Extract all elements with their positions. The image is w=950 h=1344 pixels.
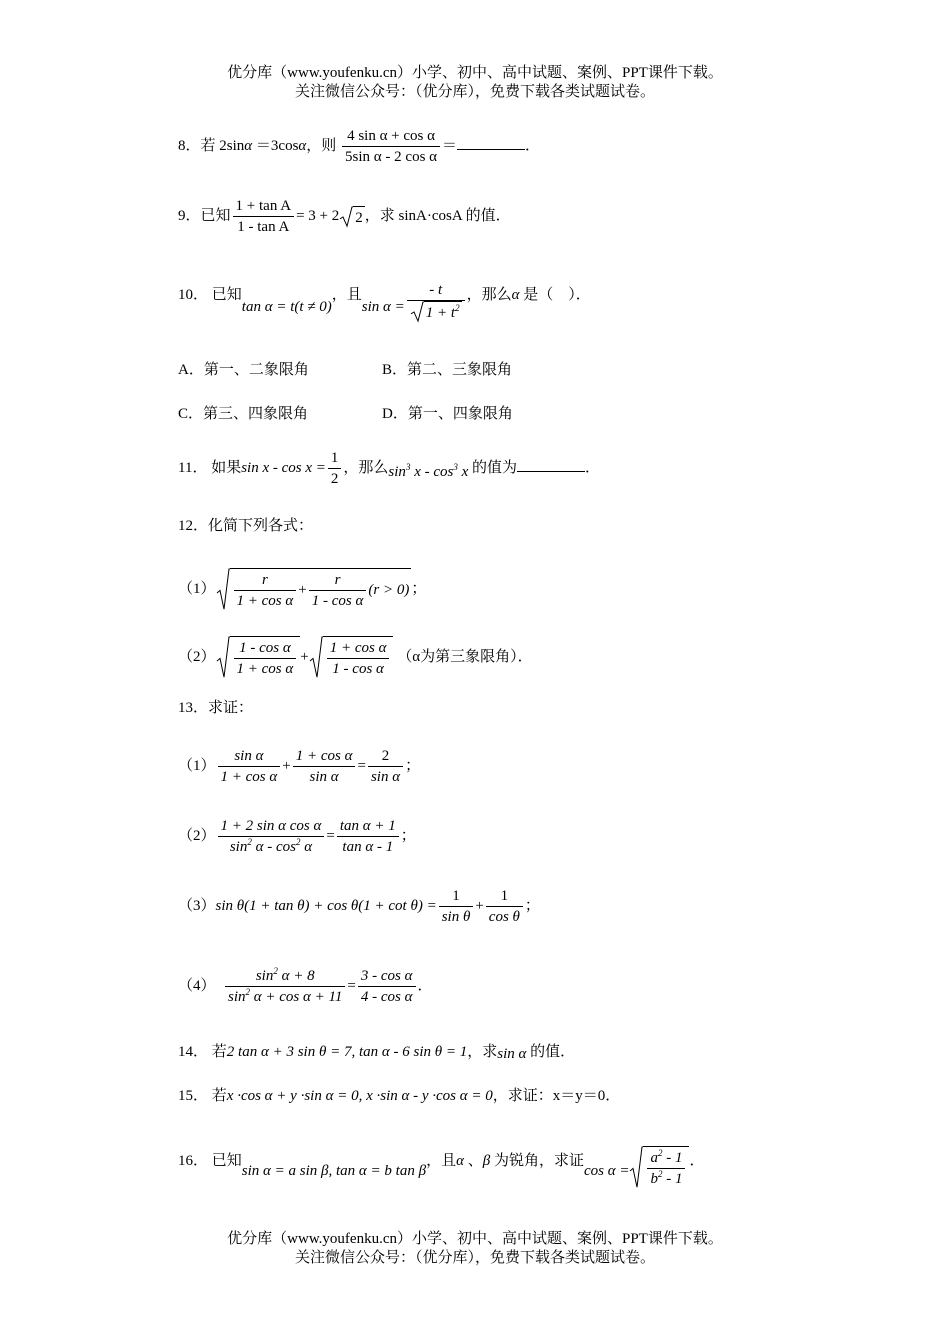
q12-p2-den1: 1 + cos α bbox=[236, 661, 294, 677]
q11-numerator: 1 bbox=[328, 448, 342, 469]
q10-alpha: α bbox=[511, 286, 520, 303]
q13-part-3: （3）sin θ(1 + tan θ) + cos θ(1 + cot θ) = $\frac{1}{\text{sin θ}}$ + $\frac{1}{\text{cos θ}}$ ； bbox=[178, 888, 540, 925]
q10-option-b[interactable]: B．第二、三象限角 bbox=[382, 362, 513, 378]
q11-number: 11． bbox=[178, 459, 208, 476]
q11-fraction bbox=[328, 448, 342, 489]
q13-p3-label: （3） bbox=[178, 897, 216, 914]
q9-sqrt bbox=[339, 206, 365, 228]
q12-part-2: （2） $\frac{\text{1 - cos α}}{\text{1 + cos α}}$ + $\frac{\text{1 + cos α}}{\text{1 - cos α}}$ （α为第三象限角）． bbox=[178, 636, 533, 679]
q11-denominator: 2 bbox=[330, 471, 339, 487]
q12-p1-den2: 1 - cos α bbox=[311, 593, 364, 609]
q11-text-b: ，那么 bbox=[343, 459, 389, 476]
q10-text-b: ，且 bbox=[331, 286, 362, 303]
q12-p1-num2: r bbox=[309, 570, 367, 591]
q8-end: ． bbox=[525, 137, 541, 154]
q9-radicand: 2 bbox=[353, 206, 365, 228]
q11-answer-blank[interactable] bbox=[517, 459, 585, 472]
q13-p4-label: （4） bbox=[178, 977, 216, 994]
q10-fraction bbox=[407, 280, 465, 323]
q10-numerator: - t bbox=[407, 280, 465, 301]
question-10 bbox=[178, 274, 591, 321]
q10-number: 10． bbox=[178, 286, 209, 303]
q10-text-a: 已知 bbox=[211, 286, 242, 303]
question-16: 16． 已知sin α = a sin β, tan α = b tan β，且α 、β 为锐角，求证cos α = $\frac{a^2 - 1}{b^2 - 1}$ ． bbox=[178, 1148, 705, 1187]
q9-numerator: 1 + tan A bbox=[233, 196, 295, 217]
q14-number: 14． bbox=[178, 1044, 209, 1060]
header-line-1: 优分库（www.youfenku.cn）小学、初中、高中试题、案例、PPT课件下载。 bbox=[227, 65, 723, 81]
q10-text-c: ，那么 bbox=[466, 286, 512, 303]
q8-text-a: 若 2sin bbox=[200, 137, 245, 154]
q12-p1-num1: r bbox=[234, 570, 297, 591]
q12-p2-num2: 1 + cos α bbox=[327, 638, 390, 659]
q9-fraction bbox=[233, 196, 295, 237]
q13-p2-label: （2） bbox=[178, 827, 216, 844]
page-header bbox=[0, 64, 950, 102]
header-line-2: 关注微信公众号：（优分库），免费下载各类试题试卷。 bbox=[294, 84, 655, 100]
q13-part-4: （4） $\frac{\sin^2 \alpha + 8}{\sin^2 \alpha + \cos \alpha + 11}$ = $\frac{\text{3 - cos α}}{\text{4 - cos α}}$ ． bbox=[178, 966, 433, 1005]
q12-p1-label: （1） bbox=[178, 580, 216, 597]
q16-sqrt bbox=[629, 1146, 689, 1189]
question-8: 8．若 2sinα ＝3cosα，则 $\frac{\text{4 sin α + cos α}}{\text{5sin α - 2 cos α}}$ ＝ ． bbox=[178, 128, 541, 165]
q10-denominator: $1 + t^2$ bbox=[425, 303, 460, 321]
q8-equals: ＝ bbox=[442, 137, 458, 154]
q8-number: 8． bbox=[178, 137, 201, 154]
q8-answer-blank[interactable] bbox=[457, 137, 525, 150]
q12-p1-den1: 1 + cos α bbox=[236, 593, 294, 609]
q11-end: ． bbox=[585, 459, 601, 476]
q16-numerator: $a^2 - 1$ bbox=[647, 1148, 685, 1169]
q13-part-1: （1） $\frac{\text{sin α}}{\text{1 + cos α}}$ + $\frac{\text{1 + cos α}}{\text{sin α}}$ = $\frac{2}{\text{sin α}}$ ； bbox=[178, 748, 421, 785]
q8-text-c: ，则 bbox=[306, 137, 337, 154]
q11-expr: $\sin^3 x - \cos^3 x$ bbox=[388, 461, 469, 480]
q12-p2-label: （2） bbox=[178, 648, 216, 665]
question-9 bbox=[178, 196, 511, 237]
q8-numerator: 4 sin α + cos α bbox=[342, 126, 440, 147]
page-footer bbox=[0, 1230, 950, 1268]
q12-p1-cond: (r > 0) bbox=[368, 581, 410, 598]
q13-p4-num1: $\sin^2 \alpha + 8$ bbox=[225, 966, 345, 987]
q12-p2-num1: 1 - cos α bbox=[234, 638, 297, 659]
q16-number: 16． bbox=[178, 1152, 209, 1169]
q12-p1-sqrt: $\frac{r}{\text{1 + cos α}}$ + $\frac{r}{\text{1 - cos α}}$ (r > 0) bbox=[216, 568, 412, 611]
q10-expr1: tan α = t(t ≠ 0) bbox=[241, 298, 332, 315]
q15-expr: x ·cos α + y ·sin α = 0, x ·sin α - y ·cos α = 0 bbox=[226, 1088, 493, 1104]
q13-p4-den1: $\sin^2 \alpha + \cos \alpha + 11$ bbox=[228, 987, 343, 1005]
q9-number: 9． bbox=[178, 207, 201, 224]
q10-expr2-lhs: sin α = bbox=[361, 298, 405, 315]
question-14: 14． 若2 tan α + 3 sin θ = 7, tan α - 6 sin θ = 1，求sin α 的值． bbox=[178, 1044, 576, 1062]
footer-line-1: 优分库（www.youfenku.cn）小学、初中、高中试题、案例、PPT课件下载。 bbox=[227, 1231, 723, 1247]
q15-number: 15． bbox=[178, 1088, 209, 1104]
q13-part-2: （2） $\frac{\text{1 + 2 sin α cos α}}{\sin^2 \alpha - \cos^2 \alpha}$ = $\frac{\text{tan α + 1}}{\text{tan α - 1}}$ ； bbox=[178, 818, 416, 855]
question-13-title: 13．求证： bbox=[178, 700, 254, 716]
question-12-title: 12．化简下列各式： bbox=[178, 518, 314, 534]
q13-p1-label: （1） bbox=[178, 757, 216, 774]
q8-fraction bbox=[342, 126, 440, 167]
q9-text-b: ，求 sinA·cosA 的值． bbox=[364, 207, 511, 224]
q11-text-c: 的值为 bbox=[468, 459, 518, 476]
question-11 bbox=[178, 448, 600, 489]
q10-option-a[interactable]: A．第一、二象限角 bbox=[178, 362, 309, 378]
q10-option-c[interactable]: C．第三、四象限角 bbox=[178, 406, 309, 422]
q8-text-b: ＝3cos bbox=[252, 137, 299, 154]
q13-p2-den1: $\sin^2 \alpha - \cos^2 \alpha$ bbox=[229, 837, 313, 855]
q10-text-d: 是（ ）． bbox=[519, 286, 591, 303]
q12-p2-note: （α为第三象限角）． bbox=[397, 648, 533, 665]
q14-expr: 2 tan α + 3 sin θ = 7, tan α - 6 sin θ = 1 bbox=[226, 1044, 468, 1060]
q9-text-a: 已知 bbox=[200, 207, 231, 224]
question-15: 15． 若x ·cos α + y ·sin α = 0, x ·sin α - y ·cos α = 0，求证：x＝y＝0． bbox=[178, 1088, 621, 1104]
q9-denominator: 1 - tan A bbox=[237, 219, 290, 235]
q11-text-a: 如果 bbox=[211, 459, 242, 476]
q10-option-d[interactable]: D．第一、四象限角 bbox=[382, 406, 513, 422]
q16-denominator: $b^2 - 1$ bbox=[650, 1169, 683, 1187]
q8-denominator: 5sin α - 2 cos α bbox=[345, 149, 438, 165]
q16-expr: sin α = a sin β, tan α = b tan β bbox=[241, 1162, 427, 1179]
q12-part-1: （1） $\frac{r}{\text{1 + cos α}}$ + $\frac{r}{\text{1 - cos α}}$ (r > 0) ； bbox=[178, 568, 426, 611]
q12-p2-den2: 1 - cos α bbox=[332, 661, 384, 677]
q11-lhs: sin x - cos x = bbox=[241, 459, 326, 476]
footer-line-2: 关注微信公众号：（优分库），免费下载各类试题试卷。 bbox=[294, 1250, 655, 1266]
q9-rhs: = 3 + 2 bbox=[296, 207, 340, 224]
